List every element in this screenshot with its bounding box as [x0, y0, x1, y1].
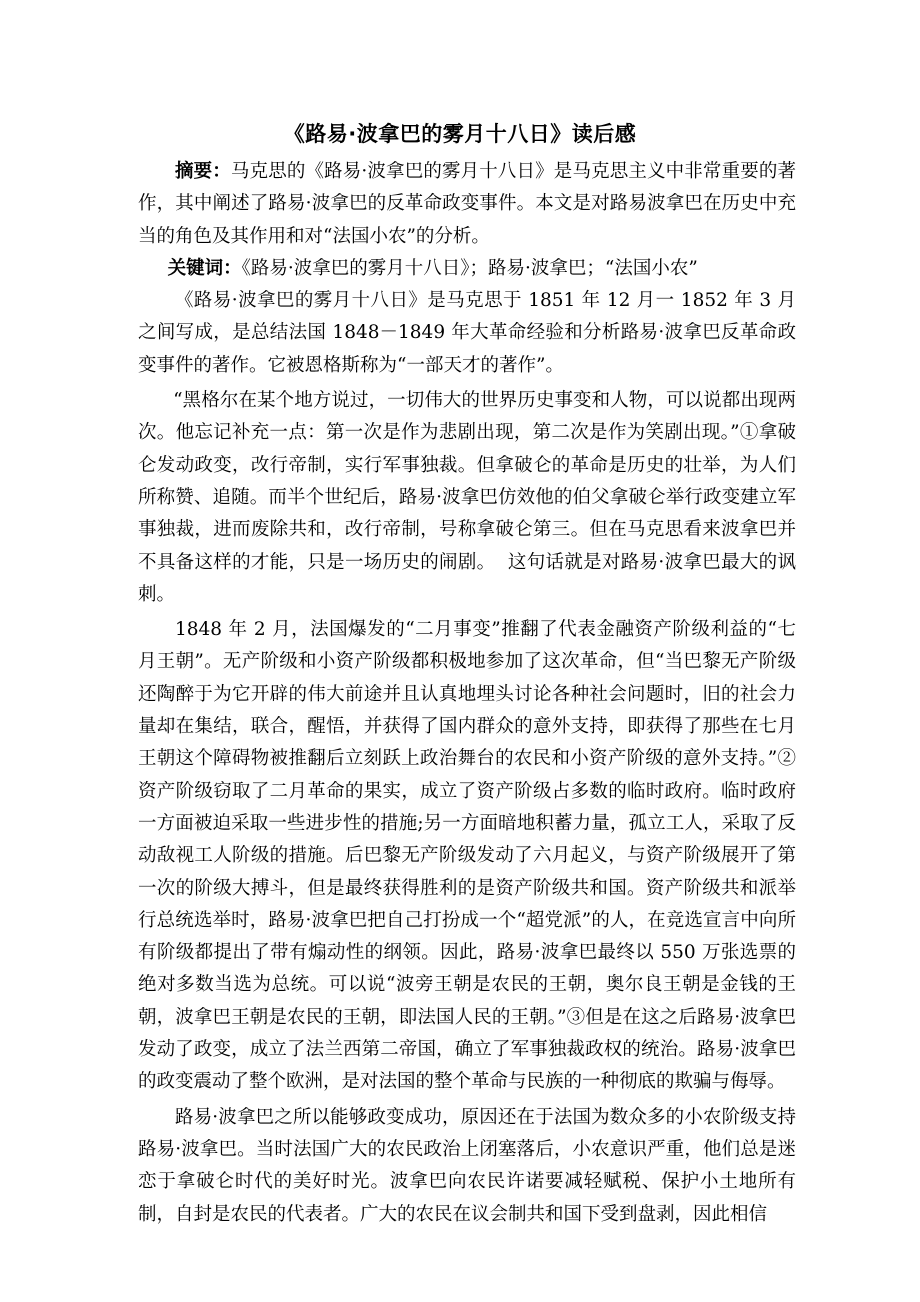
keywords-paragraph [138, 253, 796, 285]
keywords-label: 关键词： [167, 257, 242, 279]
keywords-text: 《路易·波拿巴的雾月十八日》；路易·波拿巴；“法国小农” [241, 257, 698, 279]
body-paragraph-hegel-quote: “黑格尔在某个地方说过，一切伟大的世界历史事变和人物，可以说都出现两次。他忘记补充一点：第一次是作为悲剧出现，第二次是作为笑剧出现。”①拿破仑发动政变，改行帝制，实行军事独裁。但拿破仑的革命是历史的壮举，为人们所称赞、追随。而半个世纪后，路易·波拿巴仿效他的伯父拿破仑举行政变建立军事独裁，进而废除共和，改行帝制，号称拿破仑第三。但在马克思看来波拿巴并不具备这样的才能，只是一场历史的闹剧。 这句话就是对路易·波拿巴最大的讽刺。 [138, 390, 796, 605]
body-paragraph-intro: 《路易·波拿巴的雾月十八日》是马克思于 1851 年 12 月一 1852 年 3 月之间写成，是总结法国 1848－1849 年大革命经验和分析路易·波拿巴反革命政变事件的著作。它被恩格斯称为“一部天才的著作”。 [138, 290, 796, 376]
abstract-label: 摘要： [175, 161, 231, 182]
abstract-paragraph [138, 156, 796, 253]
body-paragraph-peasant-support: 路易·波拿巴之所以能够政变成功，原因还在于法国为数众多的小农阶级支持路易·波拿巴。当时法国广大的农民政治上闭塞落后，小农意识严重，他们总是迷恋于拿破仑时代的美好时光。波拿巴向农民许诺要减轻赋税、保护小土地所有制，自封是农民的代表者。广大的农民在议会制共和国下受到盘剥，因此相信 [138, 1106, 796, 1225]
document-title: 《路易·波拿巴的雾月十八日》读后感 [283, 122, 637, 146]
abstract-text: 马克思的《路易·波拿巴的雾月十八日》是马克思主义中非常重要的著作，其中阐述了路易·波拿巴的反革命政变事件。本文是对路易波拿巴在历史中充当的角色及其作用和对“法国小农”的分析。 [138, 161, 796, 247]
document-body [138, 156, 796, 1231]
body-paragraph-february-revolution: 1848 年 2 月，法国爆发的“二月事变”推翻了代表金融资产阶级利益的“七月王朝”。无产阶级和小资产阶级都积极地参加了这次革命，但“当巴黎无产阶级还陶醉于为它开辟的伟大前途并且认真地埋头讨论各种社会问题时，旧的社会力量却在集结，联合，醒悟，并获得了国内群众的意外支持，即获得了那些在七月王朝这个障碍物被推翻后立刻跃上政治舞台的农民和小资产阶级的意外支持。”②资产阶级窃取了二月革命的果实，成立了资产阶级占多数的临时政府。临时政府一方面被迫采取一些进步性的措施;另一方面暗地积蓄力量，孤立工人，采取了反动敌视工人阶级的措施。后巴黎无产阶级发动了六月起义，与资产阶级展开了第一次的阶级大搏斗，但是最终获得胜利的是资产阶级共和国。资产阶级共和派举行总统选举时，路易·波拿巴把自己打扮成一个“超党派”的人，在竞选宣言中向所有阶级都提出了带有煽动性的纲领。因此，路易·波拿巴最终以 550 万张选票的绝对多数当选为总统。可以说“波旁王朝是农民的王朝，奥尔良王朝是金钱的王朝，波拿巴王朝是农民的王朝，即法国人民的王朝。”③但是在这之后路易·波拿巴发动了政变，成立了法兰西第二帝国，确立了军事独裁政权的统治。路易·波拿巴的政变震动了整个欧洲，是对法国的整个革命与民族的一种彻底的欺骗与侮辱。 [138, 619, 796, 1093]
